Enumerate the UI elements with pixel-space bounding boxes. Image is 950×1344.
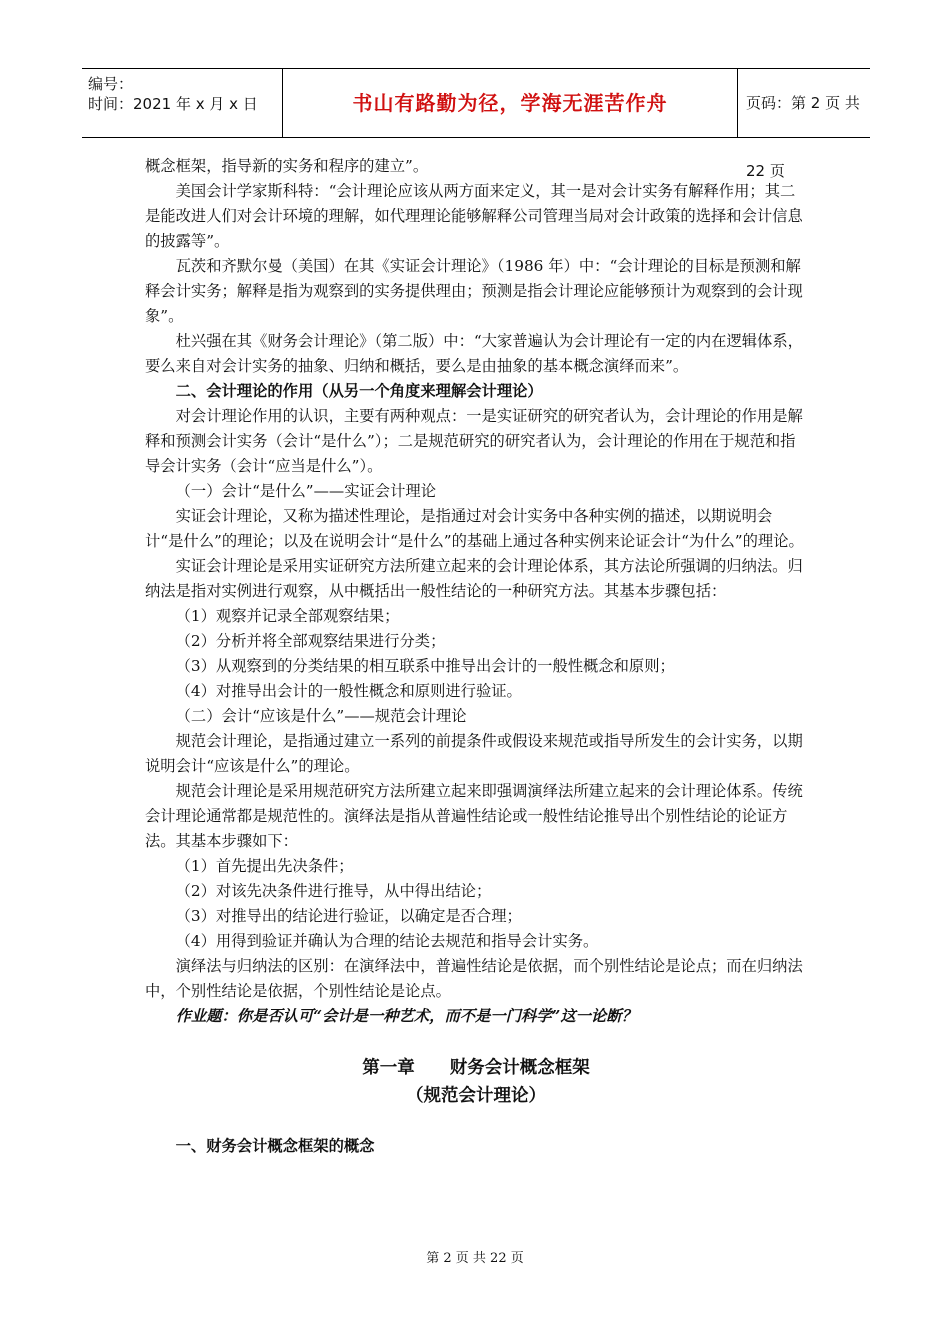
paragraph: 演绎法与归纳法的区别：在演绎法中，普遍性结论是依据，而个别性结论是论点；而在归纳法中，个别性结论是依据，个别性结论是论点。 bbox=[145, 957, 803, 1000]
list-item: （4）用得到验证并确认为合理的结论去规范和指导会计实务。 bbox=[175, 932, 599, 950]
section-heading: 一、财务会计概念框架的概念 bbox=[175, 1137, 375, 1155]
paragraph: 概念框架，指导新的实务和程序的建立”。 bbox=[145, 157, 429, 175]
paragraph: 实证会计理论是采用实证研究方法所建立起来的会计理论体系，其方法论所强调的归纳法。归纳法是指对实例进行观察，从中概括出一般性结论的一种研究方法。其基本步骤包括： bbox=[145, 557, 803, 600]
paragraph: 规范会计理论，是指通过建立一系列的前提条件或假设来规范或指导所发生的会计实务，以期说明会计“应该是什么”的理论。 bbox=[145, 732, 803, 775]
paragraph: 美国会计学家斯科特：“会计理论应该从两方面来定义，其一是对会计实务有解释作用；其二是能改进人们对会计环境的理解，如代理理论能够解释公司管理当局对会计政策的选择和会计信息的披露等”。 bbox=[145, 182, 803, 250]
list-item: （2）分析并将全部观察结果进行分类； bbox=[175, 632, 446, 650]
document-body bbox=[145, 154, 807, 1159]
header-motto-cell bbox=[282, 69, 738, 137]
header-motto: 书山有路勤为径，学海无涯苦作舟 bbox=[352, 91, 668, 115]
paragraph: 对会计理论作用的认识，主要有两种观点：一是实证研究的研究者认为，会计理论的作用是解释和预测会计实务（会计“是什么”）；二是规范研究的研究者认为，会计理论的作用在于规范和指导会计实务（会计“应当是什么”）。 bbox=[145, 407, 803, 475]
spacer bbox=[145, 1029, 807, 1054]
doc-number-label: 编号： bbox=[88, 75, 134, 93]
list-item: （4）对推导出会计的一般性概念和原则进行验证。 bbox=[175, 682, 522, 700]
section-heading: 二、会计理论的作用（从另一个角度来理解会计理论） bbox=[175, 382, 543, 400]
list-item: （1）观察并记录全部观察结果； bbox=[175, 607, 400, 625]
list-item: （1）首先提出先决条件； bbox=[175, 857, 354, 875]
chapter-subtitle: （规范会计理论） bbox=[406, 1086, 546, 1106]
header-page-info: 页码：第 2 页 共 22 页 bbox=[746, 94, 860, 180]
paragraph: 规范会计理论是采用规范研究方法所建立起来即强调演绎法所建立起来的会计理论体系。传统会计理论通常都是规范性的。演绎法是指从普遍性结论或一般性结论推导出个别性结论的论证方法。其基本步骤如下： bbox=[145, 782, 803, 850]
header-meta bbox=[82, 69, 282, 137]
subsection-heading: （一）会计“是什么”——实证会计理论 bbox=[175, 482, 436, 500]
paragraph: 实证会计理论，又称为描述性理论，是指通过对会计实务中各种实例的描述，以期说明会计“是什么”的理论；以及在说明会计“是什么”的基础上通过各种实例来论证会计“为什么”的理论。 bbox=[145, 507, 804, 550]
list-item: （2）对该先决条件进行推导，从中得出结论； bbox=[175, 882, 492, 900]
homework-question: 作业题：你是否认可“会计是一种艺术，而不是一门科学”这一论断？ bbox=[175, 1007, 637, 1025]
paragraph: 瓦茨和齐默尔曼（美国）在其《实证会计理论》（1986 年）中：“会计理论的目标是预测和解释会计实务；解释是指为观察到的实务提供理由；预测是指会计理论应能够预计为观察到的会计现象”。 bbox=[145, 257, 803, 325]
paragraph: 杜兴强在其《财务会计理论》（第二版）中：“大家普遍认为会计理论有一定的内在逻辑体系，要么来自对会计实务的抽象、归纳和概括，要么是由抽象的基本概念演绎而来”。 bbox=[145, 332, 803, 375]
list-item: （3）对推导出的结论进行验证，以确定是否合理； bbox=[175, 907, 522, 925]
chapter-title: 第一章 财务会计概念框架 bbox=[362, 1058, 590, 1078]
subsection-heading: （二）会计“应该是什么”——规范会计理论 bbox=[175, 707, 467, 725]
spacer bbox=[145, 1110, 807, 1134]
page-footer: 第 2 页 共 22 页 bbox=[426, 1251, 524, 1266]
doc-time-label: 时间：2021 年 x 月 x 日 bbox=[88, 95, 258, 113]
list-item: （3）从观察到的分类结果的相互联系中推导出会计的一般性概念和原则； bbox=[175, 657, 675, 675]
